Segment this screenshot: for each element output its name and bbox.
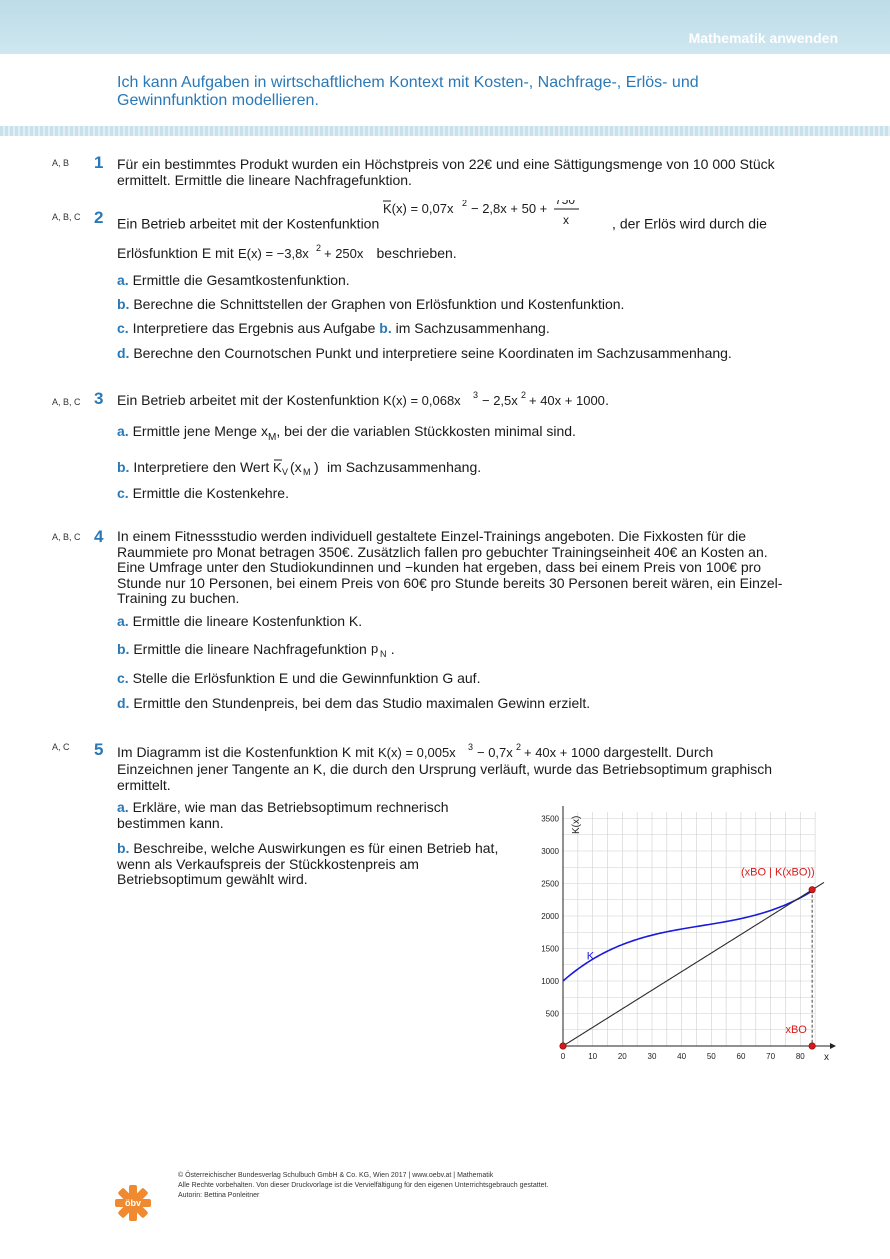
header-band bbox=[0, 0, 890, 54]
svg-text:(x: (x bbox=[290, 459, 302, 475]
task-3-tag: A, B, C bbox=[52, 397, 81, 407]
task-5-cost-formula bbox=[378, 743, 600, 761]
task-4-tag: A, B, C bbox=[52, 532, 81, 542]
svg-text:x: x bbox=[563, 213, 570, 227]
x-tick-label: 50 bbox=[706, 1052, 716, 1061]
task-4d: d. Ermittle den Stundenpreis, bei dem das Studio maximalen Gewinn erzielt. bbox=[117, 695, 591, 711]
task-2-revenue-formula bbox=[238, 244, 373, 262]
svg-text:K(x) = 0,005x: K(x) = 0,005x bbox=[377, 745, 456, 760]
section-title: Mathematik anwenden bbox=[688, 30, 838, 46]
bo-point-label: (xBO | K(xBO)) bbox=[740, 866, 815, 879]
y-axis-label: K(x) bbox=[571, 815, 582, 834]
svg-text:p: p bbox=[370, 641, 378, 656]
learning-goal: Ich kann Aufgaben in wirtschaftlichem Kontext mit Kosten-, Nachfrage-, Erlös- und Gewinnfunktion modellieren. bbox=[117, 74, 699, 109]
x-axis-label: x bbox=[824, 1052, 829, 1063]
svg-text:− 2,8x + 50 +: − 2,8x + 50 + bbox=[471, 201, 548, 216]
footer: © Österreichischer Bundesverlag Schulbuch GmbH & Co. KG, Wien 2017 | www.oebv.at | Mathematik Alle Rechte vorbehalten. Von dieser Druckvorlage ist die Vervielfältigung für den eigenen Unterrichtsgebrauch gestattet. Autorin: Bettina Ponleitner bbox=[178, 1172, 549, 1199]
data-point bbox=[809, 887, 815, 893]
cost-function-chart bbox=[525, 800, 845, 1070]
xbo-label: xBO bbox=[785, 1024, 807, 1036]
svg-text:2: 2 bbox=[515, 743, 521, 752]
svg-text:K(x) = 0,068x: K(x) = 0,068x bbox=[383, 393, 461, 408]
task-2a: a. Ermittle die Gesamtkostenfunktion. bbox=[117, 272, 350, 288]
x-tick-label: 10 bbox=[588, 1052, 598, 1061]
task-1-text: Für ein bestimmtes Produkt wurden ein Höchstpreis von 22€ und eine Sättigungsmenge von 10 000 Stück ermittelt. Ermittle die lineare Nachfragefunktion. bbox=[117, 156, 775, 188]
svg-text:+ 40x + 1000: + 40x + 1000 bbox=[523, 745, 600, 760]
y-tick-label: 2500 bbox=[541, 879, 559, 889]
task-3c: c. Ermittle die Kostenkehre. bbox=[117, 485, 289, 501]
task-4b-formula bbox=[371, 641, 391, 659]
task-5b: b. Beschreibe, welche Auswirkungen es für einen Betrieb hat, wenn als Verkaufspreis der Stückkostenpreis am Betriebsoptimum gewählt wird. bbox=[117, 840, 499, 887]
task-2c: c. Interpretiere das Ergebnis aus Aufgabe b. im Sachzusammenhang. bbox=[117, 320, 550, 336]
x-tick-label: 20 bbox=[617, 1052, 627, 1061]
svg-text:3: 3 bbox=[473, 391, 479, 400]
svg-text:750: 750 bbox=[555, 200, 576, 207]
series-tangent-line bbox=[563, 882, 824, 1046]
y-tick-label: 3500 bbox=[541, 814, 559, 824]
divider-band bbox=[0, 126, 890, 136]
data-point bbox=[809, 1043, 815, 1049]
svg-text:): ) bbox=[314, 459, 319, 475]
task-5-tag: A, C bbox=[52, 742, 70, 752]
y-tick-label: 1500 bbox=[541, 944, 559, 954]
task-2-line1: Ein Betrieb arbeitet mit der Kostenfunktion K(x) = 0,07x 2 − 2,8x + 50 + 750 x , der Erlös wird durch die bbox=[117, 212, 797, 238]
svg-text:K(x) = 0,07x: K(x) = 0,07x bbox=[383, 201, 454, 216]
task-2d: d. Berechne den Cournotschen Punkt und interpretiere seine Koordinaten im Sachzusammenhang. bbox=[117, 345, 732, 361]
task-3b: b. Interpretiere den Wert K V (x M ) im Sachzusammenhang. bbox=[117, 459, 482, 477]
task-5a: a. Erkläre, wie man das Betriebsoptimum rechnerisch bestimmen kann. bbox=[117, 799, 449, 831]
task-4-number: 4 bbox=[94, 527, 104, 546]
task-3a: a. Ermittle jene Menge $x_M$, bei der die variablen Stückkosten minimal sind. bbox=[117, 423, 576, 443]
task-2-cost-formula bbox=[383, 200, 608, 238]
svg-text:M: M bbox=[303, 467, 311, 477]
y-tick-label: 2000 bbox=[541, 912, 559, 921]
task-4a: a. Ermittle die lineare Kostenfunktion K. bbox=[117, 613, 363, 629]
x-tick-label: 70 bbox=[766, 1052, 776, 1061]
svg-text:− 0,7x: − 0,7x bbox=[476, 745, 513, 760]
task-2-tag: A, B, C bbox=[52, 212, 81, 222]
task-4-text: In einem Fitnessstudio werden individuell gestaltete Einzel-Trainings angeboten. Die Fixkosten für die Raummiete pro Monat betragen 350€. Zusätzlich fallen pro gebuchter Trainingseinheit 40€ an Kosten an. Eine Umfrage unter den Studiokundinnen und −kunden hat ergeben, dass bei einem Preis von 100€ pro Stunde nur 10 Personen, bei einem Preis von 60€ pro Stunde bereits 30 Personen bereit wären, ein Einzel-Training zu buchen. bbox=[117, 528, 783, 606]
publisher-logo bbox=[113, 1183, 153, 1223]
svg-text:V: V bbox=[282, 467, 289, 477]
y-tick-label: 500 bbox=[545, 1009, 559, 1019]
svg-text:3: 3 bbox=[467, 743, 473, 752]
task-2b: b. Berechne die Schnittstellen der Graphen von Erlösfunktion und Kostenfunktion. bbox=[117, 296, 625, 312]
task-5-number: 5 bbox=[94, 740, 104, 759]
y-tick-label: 3000 bbox=[541, 847, 559, 856]
curve-label: K bbox=[586, 950, 595, 963]
x-tick-label: 40 bbox=[677, 1052, 687, 1061]
svg-text:E(x) = −3,8x: E(x) = −3,8x bbox=[237, 246, 309, 261]
svg-text:2: 2 bbox=[521, 391, 527, 400]
x-tick-label: 0 bbox=[560, 1052, 566, 1061]
svg-text:− 2,5x: − 2,5x bbox=[482, 393, 518, 408]
svg-text:+ 250x: + 250x bbox=[323, 246, 364, 261]
x-axis-arrow bbox=[830, 1043, 836, 1049]
svg-text:öbv: öbv bbox=[124, 1198, 142, 1208]
task-5-line: Im Diagramm ist die Kostenfunktion K mit K(x) = 0,005x 3 − 0,7x 2 + 40x + 1000 dargestellt. Durch bbox=[117, 743, 714, 760]
task-3-number: 3 bbox=[94, 389, 104, 408]
task-2-line2: Erlösfunktion E mit E(x) = −3,8x 2 + 250x beschrieben. bbox=[117, 244, 457, 261]
x-tick-label: 30 bbox=[647, 1052, 657, 1061]
task-5-text: Einzeichnen jener Tangente an K, die durch den Ursprung verläuft, wurde das Betriebsoptimum graphisch ermittelt. bbox=[117, 761, 773, 793]
svg-text:2: 2 bbox=[315, 244, 321, 253]
data-point bbox=[560, 1043, 566, 1049]
task-1-tag: A, B bbox=[52, 158, 70, 168]
y-tick-label: 1000 bbox=[541, 977, 559, 986]
x-tick-label: 60 bbox=[736, 1052, 746, 1061]
task-3b-formula bbox=[273, 457, 323, 477]
task-3-line: Ein Betrieb arbeitet mit der Kostenfunktion K(x) = 0,068x 3 − 2,5x 2 + 40x + 1000 . bbox=[117, 391, 610, 408]
svg-text:K: K bbox=[273, 460, 282, 475]
task-3-cost-formula bbox=[383, 391, 605, 409]
task-2-number: 2 bbox=[94, 208, 104, 227]
svg-text:N: N bbox=[379, 649, 387, 659]
x-tick-label: 80 bbox=[795, 1052, 805, 1061]
task-1-number: 1 bbox=[94, 153, 104, 172]
svg-text:2: 2 bbox=[462, 200, 468, 208]
svg-text:+ 40x + 1000: + 40x + 1000 bbox=[529, 393, 606, 408]
task-4b: b. Ermittle die lineare Nachfragefunktion p N . bbox=[117, 641, 395, 659]
task-4c: c. Stelle die Erlösfunktion E und die Gewinnfunktion G auf. bbox=[117, 670, 481, 686]
